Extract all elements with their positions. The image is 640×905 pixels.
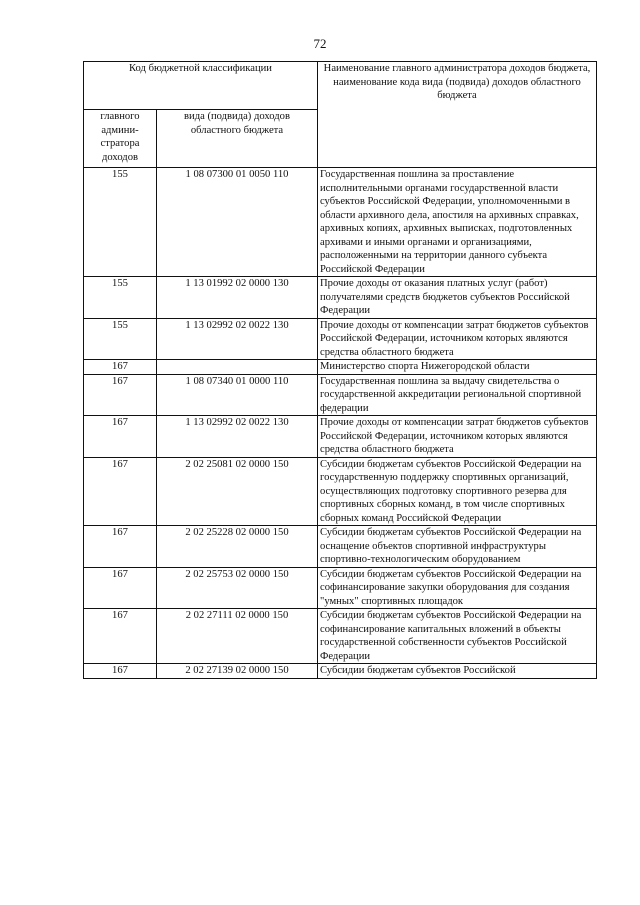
table-row [84, 526, 597, 568]
admin-code-cell: 167 [84, 664, 157, 679]
header-administrator-name: Наименование главного администратора доходов бюджета, наименование кода вида (подвида) доходов областного бюджета [318, 62, 597, 168]
admin-code-cell: 167 [84, 374, 157, 416]
admin-code-cell: 167 [84, 609, 157, 664]
budget-classification-table [83, 61, 597, 679]
revenue-name-cell: Прочие доходы от компенсации затрат бюджетов субъектов Российской Федерации, источником которых являются средства областного бюджета [318, 318, 597, 360]
revenue-name-cell: Субсидии бюджетам субъектов Российской Федерации на оснащение объектов спортивной инфраструктуры спортивно-технологическим оборудованием [318, 526, 597, 568]
revenue-code-cell: 1 13 02992 02 0022 130 [157, 318, 318, 360]
table-body [84, 168, 597, 679]
revenue-name-cell: Прочие доходы от оказания платных услуг (работ) получателями средств бюджетов субъектов Российской Федерации [318, 277, 597, 319]
revenue-code-cell: 1 13 01992 02 0000 130 [157, 277, 318, 319]
revenue-code-cell: 2 02 25228 02 0000 150 [157, 526, 318, 568]
table-row [84, 416, 597, 458]
revenue-name-cell: Прочие доходы от компенсации затрат бюджетов субъектов Российской Федерации, источником которых являются средства областного бюджета [318, 416, 597, 458]
revenue-name-cell: Субсидии бюджетам субъектов Российской [318, 664, 597, 679]
admin-code-cell: 167 [84, 567, 157, 609]
revenue-name-cell: Государственная пошлина за проставление исполнительными органами государственной власти субъектов Российской Федерации, уполномоченными в области архивного дела, апостиля на архивных справках, архивных копиях, архивных выписках, подготовленных архивами и иными органами и организациями, расположенными на территории данного субъекта Российской Федерации [318, 168, 597, 277]
header-administrator-code: главного админи-стратора доходов [84, 110, 157, 168]
header-budget-classification-code: Код бюджетной классификации [84, 62, 318, 110]
table-row [84, 318, 597, 360]
revenue-code-cell: 2 02 27139 02 0000 150 [157, 664, 318, 679]
revenue-code-cell: 1 13 02992 02 0022 130 [157, 416, 318, 458]
table-row [84, 609, 597, 664]
admin-code-cell: 167 [84, 360, 157, 375]
table-row [84, 277, 597, 319]
revenue-name-cell: Субсидии бюджетам субъектов Российской Федерации на государственную поддержку спортивных организаций, осуществляющих подготовку спортивного резерва для спортивных сборных команд, в том числе спортивных сборных команд Российской Федерации [318, 457, 597, 526]
revenue-code-cell: 1 08 07300 01 0050 110 [157, 168, 318, 277]
revenue-name-cell: Министерство спорта Нижегородской области [318, 360, 597, 375]
admin-code-cell: 167 [84, 526, 157, 568]
page-number: 72 [313, 36, 327, 51]
header-revenue-type-code: вида (подвида) доходов областного бюджета [157, 110, 318, 168]
revenue-code-cell: 2 02 25081 02 0000 150 [157, 457, 318, 526]
admin-code-cell: 155 [84, 318, 157, 360]
admin-code-cell: 167 [84, 416, 157, 458]
revenue-name-cell: Государственная пошлина за выдачу свидетельства о государственной аккредитации региональной спортивной федерации [318, 374, 597, 416]
table-row [84, 374, 597, 416]
revenue-code-cell [157, 360, 318, 375]
table-row [84, 360, 597, 375]
revenue-name-cell: Субсидии бюджетам субъектов Российской Федерации на софинансирование капитальных вложений в объекты государственной собственности субъектов Российской Федерации [318, 609, 597, 664]
table-row [84, 457, 597, 526]
admin-code-cell: 155 [84, 168, 157, 277]
revenue-code-cell: 1 08 07340 01 0000 110 [157, 374, 318, 416]
table-row [84, 168, 597, 277]
admin-code-cell: 155 [84, 277, 157, 319]
revenue-name-cell: Субсидии бюджетам субъектов Российской Федерации на софинансирование закупки оборудования для создания "умных" спортивных площадок [318, 567, 597, 609]
table-header [84, 62, 597, 168]
table-row [84, 567, 597, 609]
revenue-code-cell: 2 02 25753 02 0000 150 [157, 567, 318, 609]
admin-code-cell: 167 [84, 457, 157, 526]
table-row [84, 664, 597, 679]
revenue-code-cell: 2 02 27111 02 0000 150 [157, 609, 318, 664]
